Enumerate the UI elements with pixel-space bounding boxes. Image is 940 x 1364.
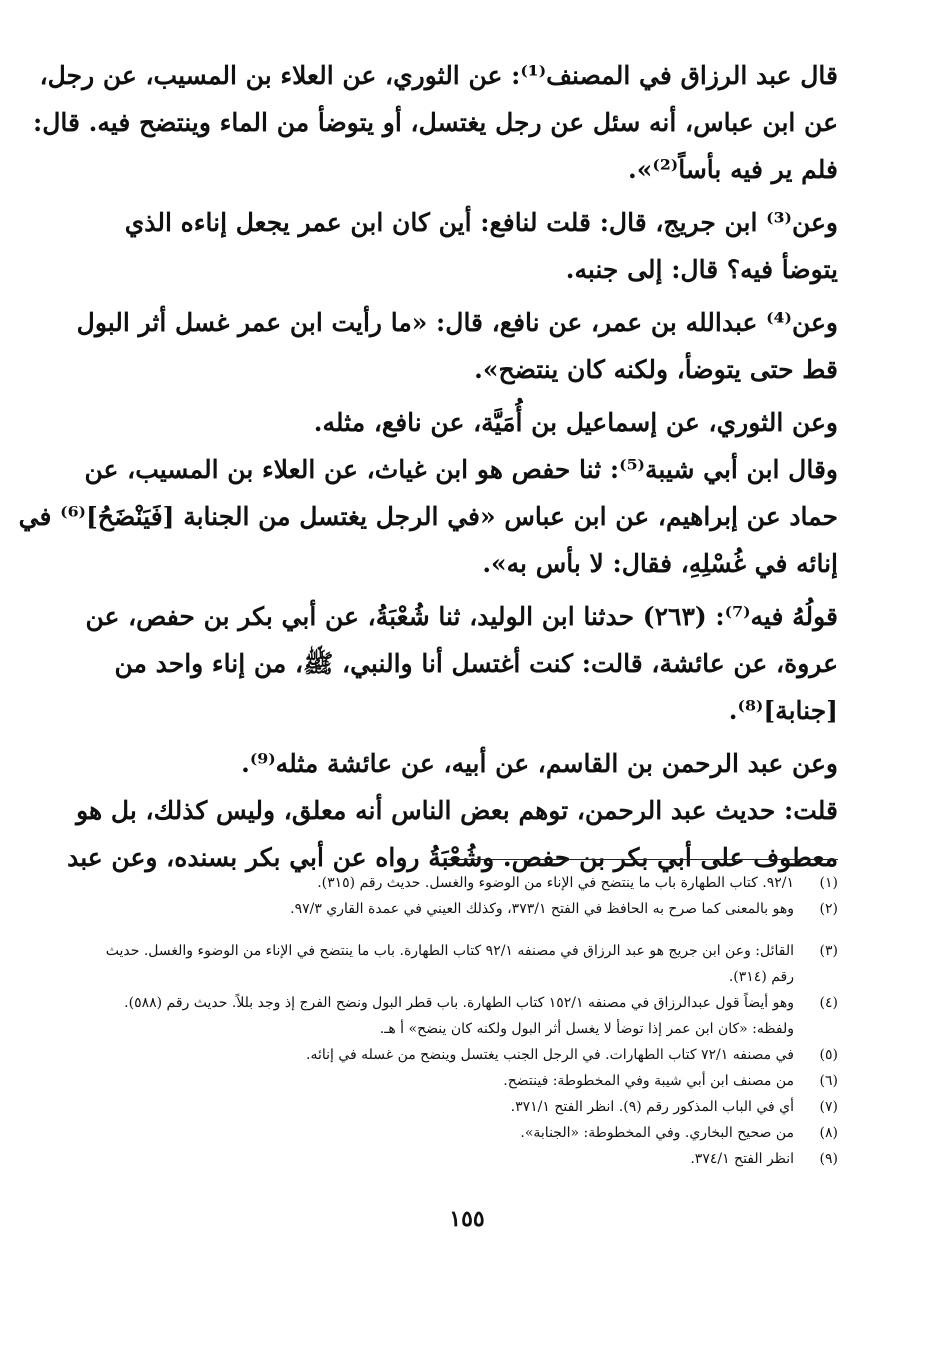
footnote-number: (٢) bbox=[819, 901, 838, 917]
text-line: فلم ير فيه بأساً⁽²⁾». bbox=[628, 155, 838, 184]
footnote-number: (١) bbox=[819, 875, 838, 891]
footnote-separator bbox=[448, 859, 838, 860]
paragraph-4 bbox=[96, 399, 838, 446]
text-line: وقال ابن أبي شيبة⁽⁵⁾: ثنا حفص هو ابن غياث، عن العلاء بن المسيب، عن bbox=[84, 455, 838, 484]
text-line: وعن⁽³⁾ ابن جريج، قال: قلت لنافع: أين كان ابن عمر يجعل إناءه الذي bbox=[124, 208, 838, 237]
footnote bbox=[96, 896, 838, 922]
text-line: معطوف على أبي بكر بن حفص. وشُعْبَةُ رواه عن أبي بكر بسنده، وعن عبد bbox=[67, 843, 838, 872]
page-number: ١٥٥ bbox=[449, 1206, 485, 1232]
footnote bbox=[96, 870, 838, 896]
footnote-number: (٩) bbox=[819, 1151, 838, 1167]
text-line: حماد عن إبراهيم، عن ابن عباس «في الرجل يغتسل من الجنابة [فَيَنْضَحُ]⁽⁶⁾ في bbox=[18, 502, 838, 531]
paragraph-3 bbox=[76, 299, 838, 393]
footnote bbox=[96, 1042, 838, 1068]
text-line: إنائه في غُسْلِهِ، فقال: لا بأس به». bbox=[482, 549, 838, 578]
footnote bbox=[96, 1120, 838, 1146]
main-text bbox=[18, 52, 838, 881]
footnote bbox=[96, 990, 838, 1042]
footnote-text: ٩٢/١. كتاب الطهارة باب ما ينتضح في الإناء من الوضوء والغسل. حديث رقم (٣١٥). bbox=[317, 875, 794, 891]
paragraph-7 bbox=[96, 740, 838, 787]
footnote-number: (٤) bbox=[819, 995, 838, 1011]
text-line: وعن⁽⁴⁾ عبدالله بن عمر، عن نافع، قال: «ما رأيت ابن عمر غسل أثر البول bbox=[76, 308, 838, 337]
paragraph-2 bbox=[96, 199, 838, 293]
footnotes bbox=[96, 870, 838, 1172]
paragraph-1 bbox=[33, 52, 838, 193]
text-line: قط حتى يتوضأ، ولكنه كان ينتضح». bbox=[474, 355, 838, 384]
footnote-text: وهو أيضاً قول عبدالرزاق في مصنفه ١٥٢/١ كتاب الطهارة. باب قطر البول ونضح الفرج إذ وجد بللاً. حديث رقم (٥٨٨). ولفظه: «كان ابن عمر إذا توضأ لا يغسل أثر البول ولكنه كان ينضح» أ هـ. bbox=[124, 995, 794, 1037]
footnote bbox=[96, 1068, 838, 1094]
footnote-number: (٣) bbox=[819, 943, 838, 959]
footnote-number: (٨) bbox=[819, 1125, 838, 1141]
text-line: قولُهُ فيه⁽⁷⁾: (٢٦٣) حدثنا ابن الوليد، ثنا شُعْبَةُ، عن أبي بكر بن حفص، عن bbox=[85, 602, 838, 631]
footnote bbox=[96, 1146, 838, 1172]
footnote bbox=[96, 1094, 838, 1120]
paragraph-8 bbox=[67, 787, 838, 881]
footnote-text: انظر الفتح ٣٧٤/١. bbox=[690, 1151, 794, 1167]
footnote-text: من مصنف ابن أبي شيبة وفي المخطوطة: فينتضح. bbox=[503, 1073, 794, 1089]
footnote-number: (٦) bbox=[819, 1073, 838, 1089]
footnote-text: وهو بالمعنى كما صرح به الحافظ في الفتح ٣٧٣/١، وكذلك العيني في عمدة القاري ٩٧/٣. bbox=[290, 901, 794, 917]
text-line: يتوضأ فيه؟ قال: إلى جنبه. bbox=[565, 255, 838, 284]
footnote-text: أي في الباب المذكور رقم (٩). انظر الفتح ٣٧١/١. bbox=[510, 1099, 794, 1115]
text-line: وعن عبد الرحمن بن القاسم، عن أبيه، عن عائشة مثله⁽⁹⁾. bbox=[241, 749, 838, 778]
footnote-text: القائل: وعن ابن جريج هو عبد الرزاق في مصنفه ٩٢/١ كتاب الطهارة. باب ما ينتضح في الإناء من الوضوء والغسل. حديث رقم (٣١٤). bbox=[105, 943, 794, 985]
text-line: [جنابة]⁽⁸⁾. bbox=[728, 696, 838, 725]
footnote-number: (٧) bbox=[819, 1099, 838, 1115]
paragraph-5 bbox=[18, 446, 838, 587]
text-line: قلت: حديث عبد الرحمن، توهم بعض الناس أنه معلق، وليس كذلك، بل هو bbox=[76, 796, 838, 825]
text-line: وعن الثوري، عن إسماعيل بن أُمَيَّة، عن نافع، مثله. bbox=[313, 408, 838, 437]
book-page bbox=[18, 52, 838, 1342]
footnote-text: في مصنفه ٧٢/١ كتاب الطهارات. في الرجل الجنب يغتسل وينضح من غسله في إنائه. bbox=[306, 1047, 794, 1063]
footnote bbox=[96, 938, 838, 990]
text-line: عن ابن عباس، أنه سئل عن رجل يغتسل، أو يتوضأ من الماء وينتضح فيه. قال: bbox=[33, 108, 838, 137]
footnote-number: (٥) bbox=[819, 1047, 838, 1063]
footnote-text: من صحيح البخاري. وفي المخطوطة: «الجنابة». bbox=[520, 1125, 794, 1141]
paragraph-6 bbox=[85, 593, 838, 734]
text-line: عروة، عن عائشة، قالت: كنت أغتسل أنا والنبي، ﷺ، من إناء واحد من bbox=[114, 649, 838, 678]
text-line: قال عبد الرزاق في المصنف⁽¹⁾: عن الثوري، عن العلاء بن المسيب، عن رجل، bbox=[39, 61, 838, 90]
